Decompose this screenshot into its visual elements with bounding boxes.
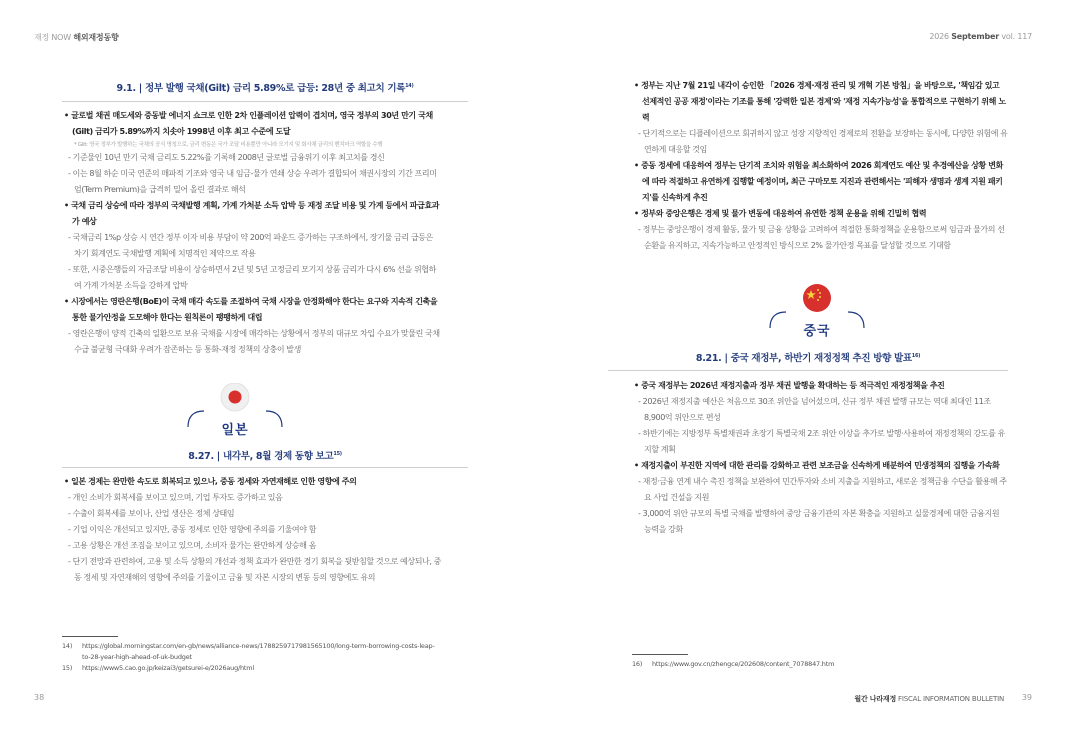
sub-item: - 하반기에는 지방정부 특별채권과 초장기 특별국채 2조 위안 이상을 추가로 발행·사용하여 재정정책의 강도를 유지할 계획 [638,429,1005,454]
footnote-link[interactable]: https://global.morningstar.com/en-gb/news/alliance-news/1788259717981565100/long-term-borrowing-costs-leap- [82,642,435,650]
footnote-number: 16) [632,660,643,668]
footer-magazine: 월간 나라재정 [854,695,896,703]
bullet-item: • 글로벌 채권 매도세와 중동발 에너지 쇼크로 인한 2차 인플레이션 압력이 겹치며, 영국 정부의 30년 만기 국채(Gilt) 금리가 5.89%까지 치솟아 1998년 이후 최고 수준에 도달 [64,111,433,136]
footnotes-left [62,641,452,674]
sub-item: - 기업 이익은 개선되고 있지만, 중동 정세로 인한 영향에 주의를 기울여야 함 [68,525,317,534]
header-month: September [951,32,1000,41]
footer-subtitle: FISCAL INFORMATION BULLETIN [898,695,1004,703]
page-number-right: 39 [1021,693,1032,702]
uk-title-rule [62,101,468,102]
sub-item: - 3,000억 위안 규모의 특별 국채를 발행하여 중앙 금융기관의 자본 확충을 지원하고 실물경제에 대한 금융지원 능력을 강화 [638,509,1000,534]
footnote [632,659,1002,670]
sub-item: - 2026년 재정지출 예산은 처음으로 30조 위안을 넘어섰으며, 신규 정부 채권 발행 규모는 역대 최대인 11조 8,900억 위안으로 편성 [638,397,991,422]
header-year: 2026 [929,32,949,41]
note-item: * Gilt: 영국 정부가 발행하는 국채의 공식 명칭으로, 금리 변동은 국가 조달 비용뿐만 아니라 모기지 및 회사채 금리의 벤치마크 역할을 수행 [74,142,383,148]
sub-item: - 재정·금융 연계 내수 촉진 정책을 보완하여 민간투자와 소비 지출을 지원하고, 새로운 정책금융 수단을 활용해 주요 사업 건설을 지원 [638,477,1007,502]
china-country-label: 중국 [803,324,831,339]
header-magazine: 재정 NOW [34,33,71,42]
footnote [62,641,452,652]
sub-item: - 국채금리 1%p 상승 시 연간 정부 이자 비용 부담이 약 200억 파운드 증가하는 구조하에서, 장기물 금리 급등은 차기 회계연도 국채발행 계획에 치명적인 제약으로 작용 [68,233,433,258]
sub-item: - 수출이 회복세를 보이나, 산업 생산은 정체 상태임 [68,509,235,518]
uk-section-title [62,80,468,94]
sub-item: - 단기적으로는 디플레이션으로 회귀하지 않고 성장 지향적인 경제로의 전환을 보장하는 동시에, 다양한 위험에 유연하게 대응할 것임 [638,129,1008,154]
japan-title-footnote-ref: 15) [333,450,342,457]
uk-title-footnote-ref: 14) [405,82,414,89]
bullet-item: • 중동 정세에 대응하여 정부는 단기적 조치와 위험을 최소화하여 2026 회계연도 예산 및 추경예산을 상황 변화에 따라 적절하고 유연하게 집행할 예정이며, 최근 구마모토 지진과 관련해서는 '피해자 생명과 생계 지원 패키지'를 신속하게 추진 [634,161,1003,202]
header-section: 해외재정동향 [73,33,119,42]
china-emblem [762,284,872,339]
uk-body [62,108,442,358]
china-title-text: 8.21. | 중국 재정부, 하반기 재정정책 추진 방향 발표 [695,353,912,364]
footnotes-right [632,659,1002,670]
sub-item: - 개인 소비가 회복세를 보이고 있으며, 기업 투자도 증가하고 있음 [68,493,283,502]
footnote-link-continued[interactable]: to-28-year-high-ahead-of-uk-budget [82,653,192,661]
sub-item: - 영란은행이 양적 긴축의 일환으로 보유 국채를 시장에 매각하는 상황에서 정부의 대규모 차입 수요가 맞물린 국채 수급 불균형 극대화 우려가 잠존하는 등 통화-재정 정책의 상충이 발생 [68,329,440,354]
japan-section-title [62,448,468,462]
bullet-item: • 재정지출이 부진한 지역에 대한 관리를 강화하고 관련 보조금을 신속하게 배분하여 민생정책의 집행을 가속화 [634,461,1000,470]
china-title-rule [608,370,1008,371]
japan-emblem [180,383,290,438]
bullet-item: • 정부는 지난 7월 21일 내각이 승인한 「2026 경제·재정 관리 및 개혁 기본 방침」을 바탕으로, '책임감 있고 선제적인 공공 재정'이라는 기조를 통해 '강력한 일본 경제'와 '재정 지속가능성'을 통합적으로 구현하기 위해 노력 [634,81,1006,122]
header-vol: vol. 117 [1001,32,1032,41]
footnote-divider-left [62,636,118,637]
footnote [62,663,452,674]
footer-right [854,694,1004,704]
sub-item: - 정부는 중앙은행이 경제 활동, 물가 및 금융 상황을 고려하여 적절한 통화정책을 운용함으로써 임금과 물가의 선순환을 유지하고, 지속가능하고 안정적인 방식으로 2% 물가안정 목표를 달성할 것으로 기대함 [638,225,1005,250]
bullet-item: • 국채 금리 상승에 따라 정부의 국채발행 계획, 가계 가처분 소득 압박 등 재정 조달 비용 및 가계 등에서 파급효과가 예상 [64,201,440,226]
sub-item: - 고용 상황은 개선 조짐을 보이고 있으며, 소비자 물가는 완만하게 상승해 옴 [68,541,317,550]
footnote-number: 14) [62,642,73,650]
sub-item: - 기준물인 10년 만기 국채 금리도 5.22%를 기록해 2008년 글로벌 금융위기 이후 최고치를 경신 [68,153,385,162]
china-title-footnote-ref: 16) [911,352,921,359]
footnote-divider-right [632,654,688,655]
japan-country-label: 일본 [221,423,249,438]
japan-title-rule [62,467,468,468]
uk-title-text: 9.1. | 정부 발행 국채(Gilt) 금리 5.89%로 급등: 28년 중 최고치 기록 [116,83,406,94]
sub-item: - 이는 8월 하순 미국 연준의 매파적 기조와 영국 내 임금-물가 연쇄 상승 우려가 결합되어 채권시장의 기간 프리미엄(Term Premium)을 급격히 밀어 올린 결과로 해석 [68,169,437,194]
sub-item: - 단기 전망과 관련하여, 고용 및 소득 상황의 개선과 정책 효과가 완만한 경기 회복을 뒷받침할 것으로 예상되나, 중동 정세 및 자연재해의 영향에 주의를 기울이고 금융 및 자본 시장의 변동 등의 영향에도 유의 [68,557,441,582]
bullet-item: • 정부와 중앙은행은 경제 및 물가 변동에 대응하여 유연한 정책 운용을 위해 긴밀히 협력 [634,209,927,218]
footnote-number: 15) [62,664,73,672]
header-left [34,32,119,43]
japan-body [62,474,442,586]
china-section-title [608,350,1008,364]
bullet-item: • 시장에서는 영란은행(BoE)이 국채 매각 속도를 조절하여 국채 시장을 안정화해야 한다는 요구와 지속적 긴축을 통한 물가안정을 도모해야 한다는 원칙론이 팽팽하게 대립 [64,297,438,322]
bullet-item: • 중국 재정부는 2026년 재정지출과 정부 채권 발행을 확대하는 등 적극적인 재정정책을 추진 [634,381,945,390]
bullet-item: • 일본 경제는 완만한 속도로 회복되고 있으나, 중동 정세와 자연재해로 인한 영향에 주의 [64,477,357,486]
footnote-link[interactable]: https://www5.cao.go.jp/keizai3/getsurei-e/2026aug/html [82,664,254,672]
page-number-left: 38 [34,693,45,702]
sub-item: - 또한, 시중은행들의 자금조달 비용이 상승하면서 2년 및 5년 고정금리 모기지 상품 금리가 다시 6% 선을 위협하여 가계 가처분 소득을 강하게 압박 [68,265,436,290]
japan-title-text: 8.27. | 내각부, 8월 경제 동향 보고 [188,451,334,462]
footnote-link[interactable]: https://www.gov.cn/zhengce/202608/content_7078847.htm [652,660,835,668]
china-body [632,378,1008,538]
japan-continued-body [632,78,1008,254]
header-right [929,32,1032,41]
